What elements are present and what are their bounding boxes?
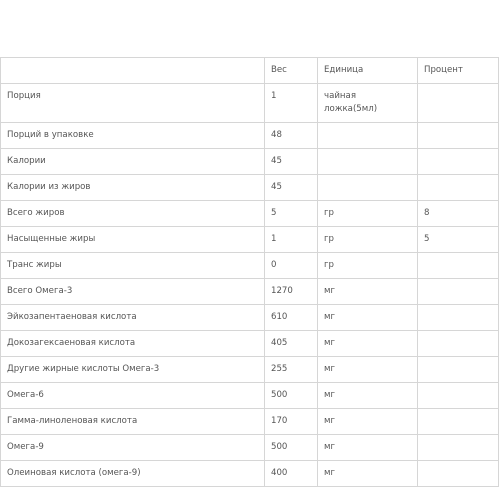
header-cell-name: [1, 58, 265, 84]
row-weight-cell: 610: [265, 305, 318, 331]
table-row: [1, 409, 499, 435]
table-row: [1, 253, 499, 279]
row-weight-cell: 500: [265, 383, 318, 409]
nutrition-table: [0, 57, 499, 487]
row-unit-cell: гр: [318, 201, 418, 227]
row-name-cell: Насыщенные жиры: [1, 227, 265, 253]
header-cell-unit: Единица: [318, 58, 418, 84]
row-percent-cell: [418, 461, 499, 487]
row-percent-cell: [418, 84, 499, 123]
row-name-cell: Всего жиров: [1, 201, 265, 227]
row-weight-cell: 1270: [265, 279, 318, 305]
row-weight-cell: 45: [265, 149, 318, 175]
row-unit-cell: мг: [318, 305, 418, 331]
table-row: [1, 227, 499, 253]
table-row: [1, 357, 499, 383]
row-percent-cell: 8: [418, 201, 499, 227]
row-name-cell: Докозагексаеновая кислота: [1, 331, 265, 357]
row-percent-cell: [418, 409, 499, 435]
row-weight-cell: 1: [265, 84, 318, 123]
row-unit-cell: мг: [318, 461, 418, 487]
row-weight-cell: 48: [265, 123, 318, 149]
row-percent-cell: [418, 357, 499, 383]
row-name-cell: Транс жиры: [1, 253, 265, 279]
table-row: [1, 435, 499, 461]
row-weight-cell: 405: [265, 331, 318, 357]
row-unit-cell: гр: [318, 253, 418, 279]
row-weight-cell: 255: [265, 357, 318, 383]
header-cell-weight: Вес: [265, 58, 318, 84]
table-row: [1, 331, 499, 357]
row-name-cell: Калории: [1, 149, 265, 175]
row-unit-cell: [318, 149, 418, 175]
row-weight-cell: 5: [265, 201, 318, 227]
row-weight-cell: 45: [265, 175, 318, 201]
row-percent-cell: [418, 279, 499, 305]
row-name-cell: Омега-6: [1, 383, 265, 409]
row-percent-cell: [418, 123, 499, 149]
table-row: [1, 123, 499, 149]
row-name-cell: Калории из жиров: [1, 175, 265, 201]
row-percent-cell: [418, 383, 499, 409]
row-unit-cell: мг: [318, 331, 418, 357]
row-weight-cell: 170: [265, 409, 318, 435]
row-name-cell: Порция: [1, 84, 265, 123]
row-unit-cell: гр: [318, 227, 418, 253]
row-percent-cell: [418, 175, 499, 201]
table-row: [1, 84, 499, 123]
row-percent-cell: [418, 149, 499, 175]
row-unit-cell: [318, 123, 418, 149]
row-weight-cell: 500: [265, 435, 318, 461]
table-header-row: [1, 58, 499, 84]
row-weight-cell: 400: [265, 461, 318, 487]
row-unit-cell: мг: [318, 279, 418, 305]
row-unit-cell: мг: [318, 357, 418, 383]
row-name-cell: Олеиновая кислота (омега-9): [1, 461, 265, 487]
table-row: [1, 149, 499, 175]
row-percent-cell: [418, 331, 499, 357]
row-percent-cell: 5: [418, 227, 499, 253]
row-unit-cell: [318, 175, 418, 201]
row-unit-cell: мг: [318, 435, 418, 461]
table-row: [1, 175, 499, 201]
row-percent-cell: [418, 305, 499, 331]
row-name-cell: Омега-9: [1, 435, 265, 461]
row-weight-cell: 1: [265, 227, 318, 253]
row-percent-cell: [418, 435, 499, 461]
nutrition-table-container: [0, 57, 500, 487]
table-row: [1, 305, 499, 331]
row-name-cell: Эйкозапентаеновая кислота: [1, 305, 265, 331]
row-unit-cell: мг: [318, 409, 418, 435]
header-cell-percent: Процент: [418, 58, 499, 84]
row-weight-cell: 0: [265, 253, 318, 279]
table-row: [1, 461, 499, 487]
table-row: [1, 201, 499, 227]
row-name-cell: Другие жирные кислоты Омега-3: [1, 357, 265, 383]
row-name-cell: Гамма-линоленовая кислота: [1, 409, 265, 435]
row-unit-cell: чайная ложка(5мл): [318, 84, 418, 123]
table-row: [1, 279, 499, 305]
row-name-cell: Всего Омега-3: [1, 279, 265, 305]
row-percent-cell: [418, 253, 499, 279]
row-name-cell: Порций в упаковке: [1, 123, 265, 149]
row-unit-cell: мг: [318, 383, 418, 409]
table-row: [1, 383, 499, 409]
